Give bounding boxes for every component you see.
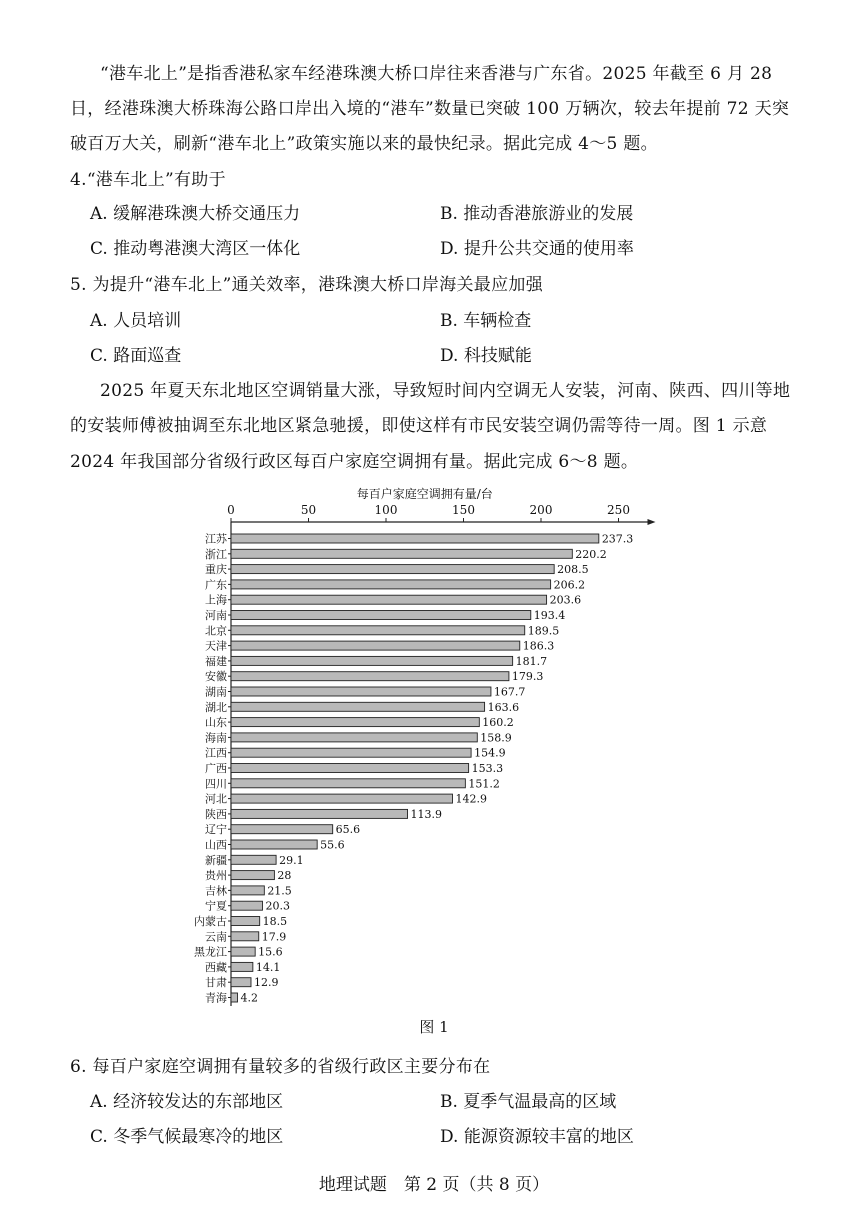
category-label: 贵州 [205, 869, 227, 883]
bar [231, 580, 551, 589]
data-label: 179.3 [511, 670, 544, 684]
bar-chart [190, 486, 670, 1011]
data-label: 208.5 [557, 563, 589, 577]
data-label: 237.3 [601, 532, 634, 546]
bar [231, 794, 452, 803]
intro2-line2: 的安装师傅被抽调至东北地区紧急驰援，即使这样有市民安装空调仍需等待一周。图 1 示意 [70, 416, 768, 436]
q6-option-d: D. 能源资源较丰富的地区 [440, 1127, 634, 1147]
data-label: 55.6 [320, 838, 345, 852]
bar [231, 549, 572, 558]
data-label: 12.9 [253, 976, 279, 990]
bar [231, 886, 264, 895]
category-label: 黑龙江 [194, 945, 227, 959]
data-label: 21.5 [267, 884, 292, 898]
data-label: 4.2 [240, 991, 259, 1005]
category-label: 江苏 [205, 532, 227, 546]
x-tick-label: 250 [607, 503, 630, 517]
category-label: 山东 [205, 716, 227, 730]
q5-option-a: A. 人员培训 [90, 311, 182, 331]
category-label: 吉林 [205, 884, 227, 898]
q5-stem: 5. 为提升“港车北上”通关效率，港珠澳大桥口岸海关最应加强 [70, 275, 544, 295]
bar [231, 687, 491, 696]
bar [231, 672, 509, 681]
category-label: 青海 [205, 991, 227, 1005]
bar [231, 626, 525, 635]
data-label: 20.3 [265, 899, 290, 913]
intro1-line3: 破百万大关，刷新“港车北上”政策实施以来的最快纪录。据此完成 4～5 题。 [70, 134, 658, 154]
intro1-line1: “港车北上”是指香港私家车经港珠澳大桥口岸往来香港与广东省。2025 年截至 6 月 28 [100, 64, 773, 84]
category-label: 海南 [205, 731, 227, 745]
q5-option-d: D. 科技赋能 [440, 346, 532, 366]
category-label: 安徽 [205, 670, 227, 684]
bar [231, 840, 317, 849]
bar [231, 825, 333, 834]
q6-option-c: C. 冬季气候最寒冷的地区 [90, 1127, 284, 1147]
bar [231, 962, 253, 971]
category-label: 新疆 [205, 853, 227, 867]
category-label: 广西 [205, 762, 227, 775]
category-label: 湖南 [205, 685, 227, 699]
category-label: 陕西 [205, 807, 227, 821]
data-label: 206.2 [553, 578, 586, 592]
q4-stem: 4.“港车北上”有助于 [70, 170, 226, 190]
q4-option-d: D. 提升公共交通的使用率 [440, 239, 634, 259]
bar [231, 565, 554, 574]
data-label: 189.5 [527, 624, 560, 638]
q6-option-b: B. 夏季气温最高的区域 [440, 1092, 617, 1112]
category-label: 内蒙古 [194, 915, 227, 928]
intro1-line2: 日，经港珠澳大桥珠海公路口岸出入境的“港车”数量已突破 100 万辆次，较去年提前 72 天突 [70, 99, 790, 119]
bar [231, 993, 238, 1002]
category-label: 福建 [205, 654, 227, 668]
data-label: 181.7 [515, 654, 548, 668]
data-label: 14.1 [255, 960, 281, 974]
x-tick-label: 100 [374, 503, 398, 517]
chart-title: 每百户家庭空调拥有量/台 [356, 487, 493, 501]
data-label: 113.9 [410, 807, 443, 821]
q6-stem: 6. 每百户家庭空调拥有量较多的省级行政区主要分布在 [70, 1057, 491, 1077]
data-label: 151.2 [468, 777, 500, 791]
bar [231, 855, 276, 864]
q5-option-b: B. 车辆检查 [440, 311, 532, 331]
intro2-line3: 2024 年我国部分省级行政区每百户家庭空调拥有量。据此完成 6～8 题。 [70, 452, 639, 472]
category-label: 湖北 [205, 700, 227, 714]
bar [231, 595, 547, 604]
category-label: 天津 [205, 639, 227, 653]
category-label: 西藏 [205, 960, 227, 974]
category-label: 重庆 [205, 563, 227, 577]
bar [231, 534, 599, 543]
data-label: 17.9 [261, 930, 287, 944]
data-label: 18.5 [262, 915, 288, 928]
category-label: 云南 [205, 930, 227, 944]
q4-option-c: C. 推动粤港澳大湾区一体化 [90, 239, 301, 259]
category-label: 宁夏 [205, 899, 227, 913]
bar [231, 718, 479, 727]
x-tick-label: 0 [227, 503, 235, 517]
bar [231, 702, 485, 711]
category-label: 甘肃 [205, 976, 227, 990]
data-label: 154.9 [474, 746, 506, 760]
bar [231, 917, 260, 926]
bar [231, 733, 477, 742]
page-footer: 地理试题 第 2 页（共 8 页） [318, 1175, 550, 1195]
category-label: 山西 [205, 838, 227, 852]
bar [231, 932, 259, 941]
data-label: 29.1 [279, 853, 304, 867]
data-label: 186.3 [522, 639, 555, 653]
x-axis-arrow [648, 519, 656, 525]
category-label: 广东 [205, 578, 227, 592]
x-tick-label: 200 [529, 503, 553, 517]
bar [231, 764, 469, 773]
data-label: 153.3 [471, 762, 504, 775]
q5-option-c: C. 路面巡查 [90, 346, 182, 366]
intro2-line1: 2025 年夏天东北地区空调销量大涨，导致短时间内空调无人安装，河南、陕西、四川等地 [100, 381, 791, 401]
bar [231, 871, 274, 880]
category-label: 辽宁 [205, 823, 227, 837]
q4-option-b: B. 推动香港旅游业的发展 [440, 204, 634, 224]
data-label: 158.9 [480, 731, 512, 745]
figure-caption: 图 1 [419, 1018, 449, 1036]
bar [231, 809, 408, 818]
bar [231, 901, 262, 910]
data-label: 220.2 [575, 547, 607, 561]
bar [231, 748, 471, 757]
data-label: 142.9 [455, 792, 487, 806]
data-label: 163.6 [487, 700, 520, 714]
category-label: 浙江 [205, 547, 227, 561]
x-tick-label: 50 [300, 503, 317, 517]
category-label: 北京 [205, 624, 227, 638]
q4-option-a: A. 缓解港珠澳大桥交通压力 [90, 204, 301, 224]
category-label: 上海 [205, 593, 227, 607]
bar [231, 611, 531, 620]
q6-option-a: A. 经济较发达的东部地区 [90, 1092, 284, 1112]
category-label: 江西 [205, 746, 227, 760]
bar [231, 779, 465, 788]
data-label: 167.7 [493, 685, 526, 699]
data-label: 160.2 [482, 716, 514, 730]
category-label: 四川 [205, 777, 227, 791]
bar [231, 978, 251, 987]
bar [231, 656, 513, 665]
bar [231, 947, 255, 956]
category-label: 河北 [205, 792, 227, 806]
data-label: 65.6 [335, 823, 361, 837]
data-label: 15.6 [258, 945, 283, 959]
data-label: 28 [277, 869, 292, 883]
x-tick-label: 150 [452, 503, 475, 517]
category-label: 河南 [205, 609, 227, 622]
data-label: 203.6 [549, 593, 582, 607]
data-label: 193.4 [533, 609, 566, 622]
bar [231, 641, 520, 650]
